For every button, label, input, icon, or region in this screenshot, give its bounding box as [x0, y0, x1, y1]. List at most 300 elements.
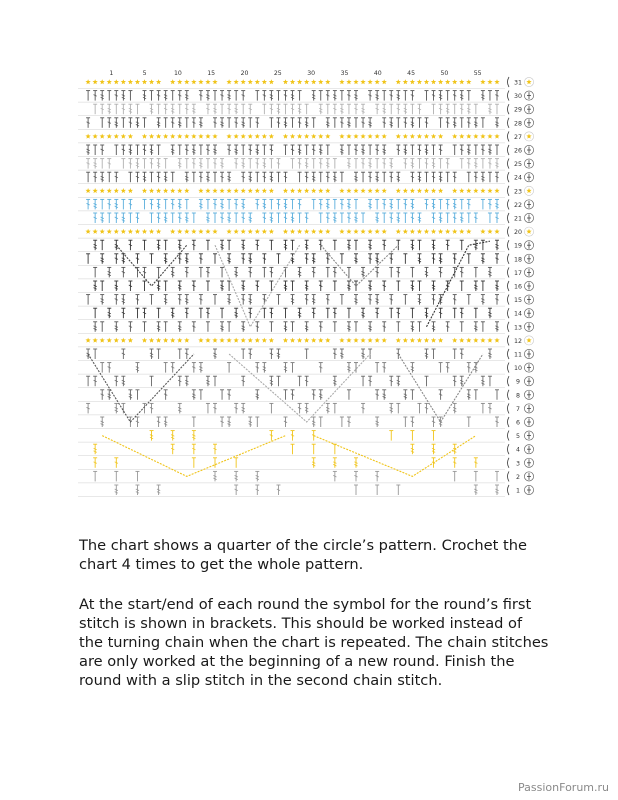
- star-stitch: [382, 229, 387, 234]
- stitch: [446, 199, 450, 209]
- stitch: [199, 172, 203, 182]
- stitch: [213, 213, 217, 223]
- stitch: [368, 118, 372, 128]
- round-number: 11: [513, 351, 523, 359]
- stitch: [347, 281, 351, 291]
- stitch: [100, 322, 104, 332]
- stitch: [178, 376, 182, 386]
- stitch: [107, 213, 111, 223]
- stitch: [171, 91, 175, 101]
- stitch: [425, 145, 429, 155]
- stitch: [171, 444, 175, 454]
- stitch: [410, 240, 414, 250]
- stitch: [347, 267, 351, 277]
- stitch: [114, 172, 118, 182]
- stitch: [269, 349, 273, 359]
- stitch: [227, 199, 231, 209]
- star-stitch: [382, 79, 387, 84]
- star-stitch: [212, 338, 217, 343]
- chain-arc: [314, 436, 476, 477]
- stitch: [375, 485, 379, 495]
- stitch: [326, 172, 330, 182]
- star-stitch: [177, 134, 182, 139]
- stitch: [199, 159, 203, 169]
- stitch: [432, 240, 436, 250]
- stitch: [164, 213, 168, 223]
- stitch: [100, 240, 104, 250]
- stitch: [439, 172, 443, 182]
- stitch: [269, 159, 273, 169]
- stitch: [213, 403, 217, 413]
- stitch: [284, 118, 288, 128]
- stitch: [227, 240, 231, 250]
- star-stitch: [107, 229, 112, 234]
- stitch: [192, 104, 196, 114]
- star-stitch: [459, 79, 464, 84]
- stitch: [192, 159, 196, 169]
- star-stitch: [339, 79, 344, 84]
- stitch: [333, 403, 337, 413]
- stitch: [340, 172, 344, 182]
- stitch: [361, 376, 365, 386]
- bracket-marker: [508, 363, 510, 373]
- stitch: [474, 104, 478, 114]
- star-stitch: [403, 229, 408, 234]
- star-stitch: [360, 79, 365, 84]
- stitch: [319, 363, 323, 373]
- stitch: [199, 118, 203, 128]
- stitch: [361, 118, 365, 128]
- stitch: [403, 417, 407, 427]
- star-stitch: [318, 338, 323, 343]
- stitch: [432, 295, 436, 305]
- stitch: [121, 295, 125, 305]
- stitch: [298, 145, 302, 155]
- stitch: [403, 390, 407, 400]
- stitch: [128, 240, 132, 250]
- stitch: [135, 363, 139, 373]
- stitch: [495, 281, 499, 291]
- star-stitch: [255, 229, 260, 234]
- stitch: [178, 104, 182, 114]
- stitch: [284, 390, 288, 400]
- round-number: 22: [513, 201, 523, 209]
- stitch: [107, 104, 111, 114]
- stitch: [474, 485, 478, 495]
- bracket-marker: [508, 295, 510, 305]
- stitch: [164, 159, 168, 169]
- star-stitch: [403, 134, 408, 139]
- stitch: [291, 199, 295, 209]
- stitch: [178, 322, 182, 332]
- stitch: [107, 199, 111, 209]
- stitch: [171, 213, 175, 223]
- stitch: [488, 308, 492, 318]
- stitch: [100, 281, 104, 291]
- stitch: [347, 240, 351, 250]
- stitch: [164, 295, 168, 305]
- stitch: [276, 118, 280, 128]
- stitch: [347, 199, 351, 209]
- stitch: [150, 376, 154, 386]
- bracket-marker: [508, 403, 510, 413]
- round-number: 2: [515, 473, 521, 481]
- round-number: 3: [515, 460, 521, 468]
- stitch: [128, 390, 132, 400]
- star-stitch: [438, 79, 443, 84]
- stitch: [467, 390, 471, 400]
- star-stitch: [466, 338, 471, 343]
- stitch: [333, 281, 337, 291]
- star-stitch: [417, 229, 422, 234]
- star-stitch: [403, 79, 408, 84]
- stitch: [86, 295, 90, 305]
- star-stitch: [403, 188, 408, 193]
- star-stitch: [417, 338, 422, 343]
- stitch: [220, 104, 224, 114]
- bracket-marker: [508, 267, 510, 277]
- star-stitch: [100, 79, 105, 84]
- stitch: [121, 104, 125, 114]
- star-stitch: [85, 229, 90, 234]
- star-stitch: [297, 338, 302, 343]
- stitch: [150, 159, 154, 169]
- stitch: [453, 471, 457, 481]
- stitch: [474, 159, 478, 169]
- stitch: [312, 118, 316, 128]
- stitch: [241, 213, 245, 223]
- stitch: [121, 91, 125, 101]
- stitch: [93, 376, 97, 386]
- stitch: [425, 172, 429, 182]
- star-stitch: [438, 188, 443, 193]
- star-stitch: [269, 229, 274, 234]
- star-stitch: [283, 134, 288, 139]
- star-stitch: [107, 188, 112, 193]
- stitch: [354, 118, 358, 128]
- stitch: [178, 281, 182, 291]
- stitch: [417, 159, 421, 169]
- round-number: 26: [513, 147, 523, 155]
- star-stitch: [149, 338, 154, 343]
- stitch: [178, 240, 182, 250]
- stitch: [164, 118, 168, 128]
- stitch: [100, 145, 104, 155]
- star-stitch: [445, 229, 450, 234]
- stitch: [86, 172, 90, 182]
- star-stitch: [205, 229, 210, 234]
- stitch: [495, 159, 499, 169]
- stitch: [241, 240, 245, 250]
- stitch: [382, 240, 386, 250]
- stitch: [284, 91, 288, 101]
- star-stitch: [198, 79, 203, 84]
- star-stitch: [382, 188, 387, 193]
- star-stitch: [487, 188, 492, 193]
- star-stitch: [184, 229, 189, 234]
- stitch: [185, 295, 189, 305]
- stitch: [403, 145, 407, 155]
- stitch: [255, 363, 259, 373]
- stitch: [206, 281, 210, 291]
- stitch: [213, 471, 217, 481]
- stitch: [305, 349, 309, 359]
- stitch: [128, 145, 132, 155]
- stitch: [262, 172, 266, 182]
- star-stitch: [367, 229, 372, 234]
- stitch: [305, 376, 309, 386]
- stitch: [474, 145, 478, 155]
- stitch: [241, 172, 245, 182]
- star-stitch: [262, 229, 267, 234]
- stitch: [474, 471, 478, 481]
- star-stitch: [85, 79, 90, 84]
- star-stitch: [92, 338, 97, 343]
- stitch: [255, 172, 259, 182]
- column-label: 15: [207, 70, 216, 77]
- star-stitch: [445, 79, 450, 84]
- star-stitch: [311, 134, 316, 139]
- star-stitch: [142, 229, 147, 234]
- star-stitch: [396, 134, 401, 139]
- stitch: [417, 403, 421, 413]
- star-stitch: [283, 338, 288, 343]
- stitch: [192, 444, 196, 454]
- star-stitch: [262, 134, 267, 139]
- stitch: [114, 104, 118, 114]
- star-stitch: [290, 229, 295, 234]
- stitch: [150, 199, 154, 209]
- star-stitch: [233, 229, 238, 234]
- stitch: [382, 91, 386, 101]
- column-label: 55: [473, 70, 482, 77]
- star-stitch: [459, 188, 464, 193]
- stitch: [164, 104, 168, 114]
- stitch: [220, 199, 224, 209]
- star-stitch: [128, 338, 133, 343]
- stitch: [417, 295, 421, 305]
- stitch: [121, 308, 125, 318]
- stitch: [467, 199, 471, 209]
- stitch: [425, 91, 429, 101]
- star-stitch: [107, 338, 112, 343]
- stitch: [157, 281, 161, 291]
- stitch: [178, 295, 182, 305]
- stitch: [460, 308, 464, 318]
- star-stitch: [480, 188, 485, 193]
- stitch: [199, 308, 203, 318]
- stitch: [368, 145, 372, 155]
- star-stitch: [170, 229, 175, 234]
- stitch: [100, 254, 104, 264]
- star-stitch: [184, 79, 189, 84]
- stitch: [460, 104, 464, 114]
- stitch: [298, 159, 302, 169]
- stitch: [453, 118, 457, 128]
- stitch: [298, 118, 302, 128]
- stitch: [206, 308, 210, 318]
- crochet-chart: [70, 64, 550, 514]
- stitch: [474, 118, 478, 128]
- stitch: [474, 172, 478, 182]
- stitch: [410, 363, 414, 373]
- star-stitch: [262, 188, 267, 193]
- round-number: 28: [513, 120, 523, 128]
- stitch: [143, 281, 147, 291]
- stitch: [375, 295, 379, 305]
- stitch: [375, 91, 379, 101]
- stitch: [269, 145, 273, 155]
- stitch: [291, 145, 295, 155]
- star-stitch: [135, 229, 140, 234]
- stitch: [382, 390, 386, 400]
- stitch: [135, 104, 139, 114]
- bracket-marker: [508, 431, 510, 441]
- bracket-marker: [508, 145, 510, 155]
- stitch: [150, 104, 154, 114]
- stitch: [488, 145, 492, 155]
- star-stitch: [100, 338, 105, 343]
- stitch: [178, 349, 182, 359]
- stitch: [403, 91, 407, 101]
- stitch: [227, 390, 231, 400]
- stitch: [305, 159, 309, 169]
- star-stitch: [424, 188, 429, 193]
- star-stitch: [290, 338, 295, 343]
- stitch: [333, 308, 337, 318]
- star-stitch: [177, 338, 182, 343]
- star-stitch: [163, 338, 168, 343]
- star-stitch: [410, 134, 415, 139]
- star-stitch: [431, 338, 436, 343]
- star-stitch: [114, 188, 119, 193]
- stitch: [248, 349, 252, 359]
- stitch: [495, 254, 499, 264]
- stitch: [241, 403, 245, 413]
- stitch: [93, 322, 97, 332]
- stitch: [460, 281, 464, 291]
- stitch: [178, 403, 182, 413]
- stitch: [227, 118, 231, 128]
- stitch: [326, 403, 330, 413]
- stitch: [354, 104, 358, 114]
- stitch: [276, 199, 280, 209]
- star-stitch: [431, 134, 436, 139]
- stitch: [93, 471, 97, 481]
- stitch: [460, 118, 464, 128]
- stitch: [326, 199, 330, 209]
- star-stitch: [325, 229, 330, 234]
- star-stitch: [107, 134, 112, 139]
- stitch: [396, 118, 400, 128]
- stitch: [382, 281, 386, 291]
- stitch: [439, 267, 443, 277]
- star-stitch: [410, 188, 415, 193]
- stitch: [206, 159, 210, 169]
- stitch: [269, 199, 273, 209]
- star-stitch: [325, 188, 330, 193]
- stitch: [425, 118, 429, 128]
- stitch: [403, 118, 407, 128]
- stitch: [107, 172, 111, 182]
- stitch: [206, 403, 210, 413]
- stitch: [417, 322, 421, 332]
- star-stitch: [339, 188, 344, 193]
- stitch: [248, 308, 252, 318]
- stitch: [305, 172, 309, 182]
- stitch: [284, 363, 288, 373]
- stitch: [361, 213, 365, 223]
- stitch: [157, 308, 161, 318]
- star-stitch: [396, 338, 401, 343]
- round-number: 31: [513, 79, 523, 87]
- stitch: [340, 213, 344, 223]
- stitch: [467, 172, 471, 182]
- stitch: [100, 199, 104, 209]
- stitch: [453, 308, 457, 318]
- stitch: [227, 172, 231, 182]
- stitch: [206, 267, 210, 277]
- star-stitch: [128, 134, 133, 139]
- star-stitch: [346, 134, 351, 139]
- stitch: [241, 159, 245, 169]
- stitch: [312, 267, 316, 277]
- star-stitch: [142, 188, 147, 193]
- stitch: [86, 403, 90, 413]
- stitch: [432, 159, 436, 169]
- stitch: [481, 295, 485, 305]
- stitch: [234, 145, 238, 155]
- star-stitch: [248, 134, 253, 139]
- stitch: [128, 213, 132, 223]
- star-stitch: [353, 134, 358, 139]
- stitch: [157, 322, 161, 332]
- star-stitch: [198, 338, 203, 343]
- stitch: [114, 91, 118, 101]
- stitch: [298, 267, 302, 277]
- bracket-marker: [508, 118, 510, 128]
- star-stitch: [424, 338, 429, 343]
- stitch: [340, 199, 344, 209]
- stitch: [333, 159, 337, 169]
- star-stitch: [431, 188, 436, 193]
- star-stitch: [374, 338, 379, 343]
- stitch: [100, 213, 104, 223]
- stitch: [495, 485, 499, 495]
- stitch: [319, 199, 323, 209]
- stitch: [213, 444, 217, 454]
- stitch: [135, 145, 139, 155]
- stitch: [361, 267, 365, 277]
- bracket-marker: [508, 458, 510, 468]
- round-number: 18: [513, 256, 523, 264]
- stitch: [269, 118, 273, 128]
- stitch: [150, 403, 154, 413]
- stitch: [241, 322, 245, 332]
- star-stitch: [487, 79, 492, 84]
- stitch: [206, 240, 210, 250]
- stitch: [326, 104, 330, 114]
- stitch: [93, 213, 97, 223]
- stitch: [241, 349, 245, 359]
- stitch: [425, 159, 429, 169]
- stitch: [333, 458, 337, 468]
- stitch: [481, 199, 485, 209]
- stitch: [192, 213, 196, 223]
- star-stitch: [396, 188, 401, 193]
- bracket-marker: [508, 308, 510, 318]
- round-number: 6: [515, 419, 521, 427]
